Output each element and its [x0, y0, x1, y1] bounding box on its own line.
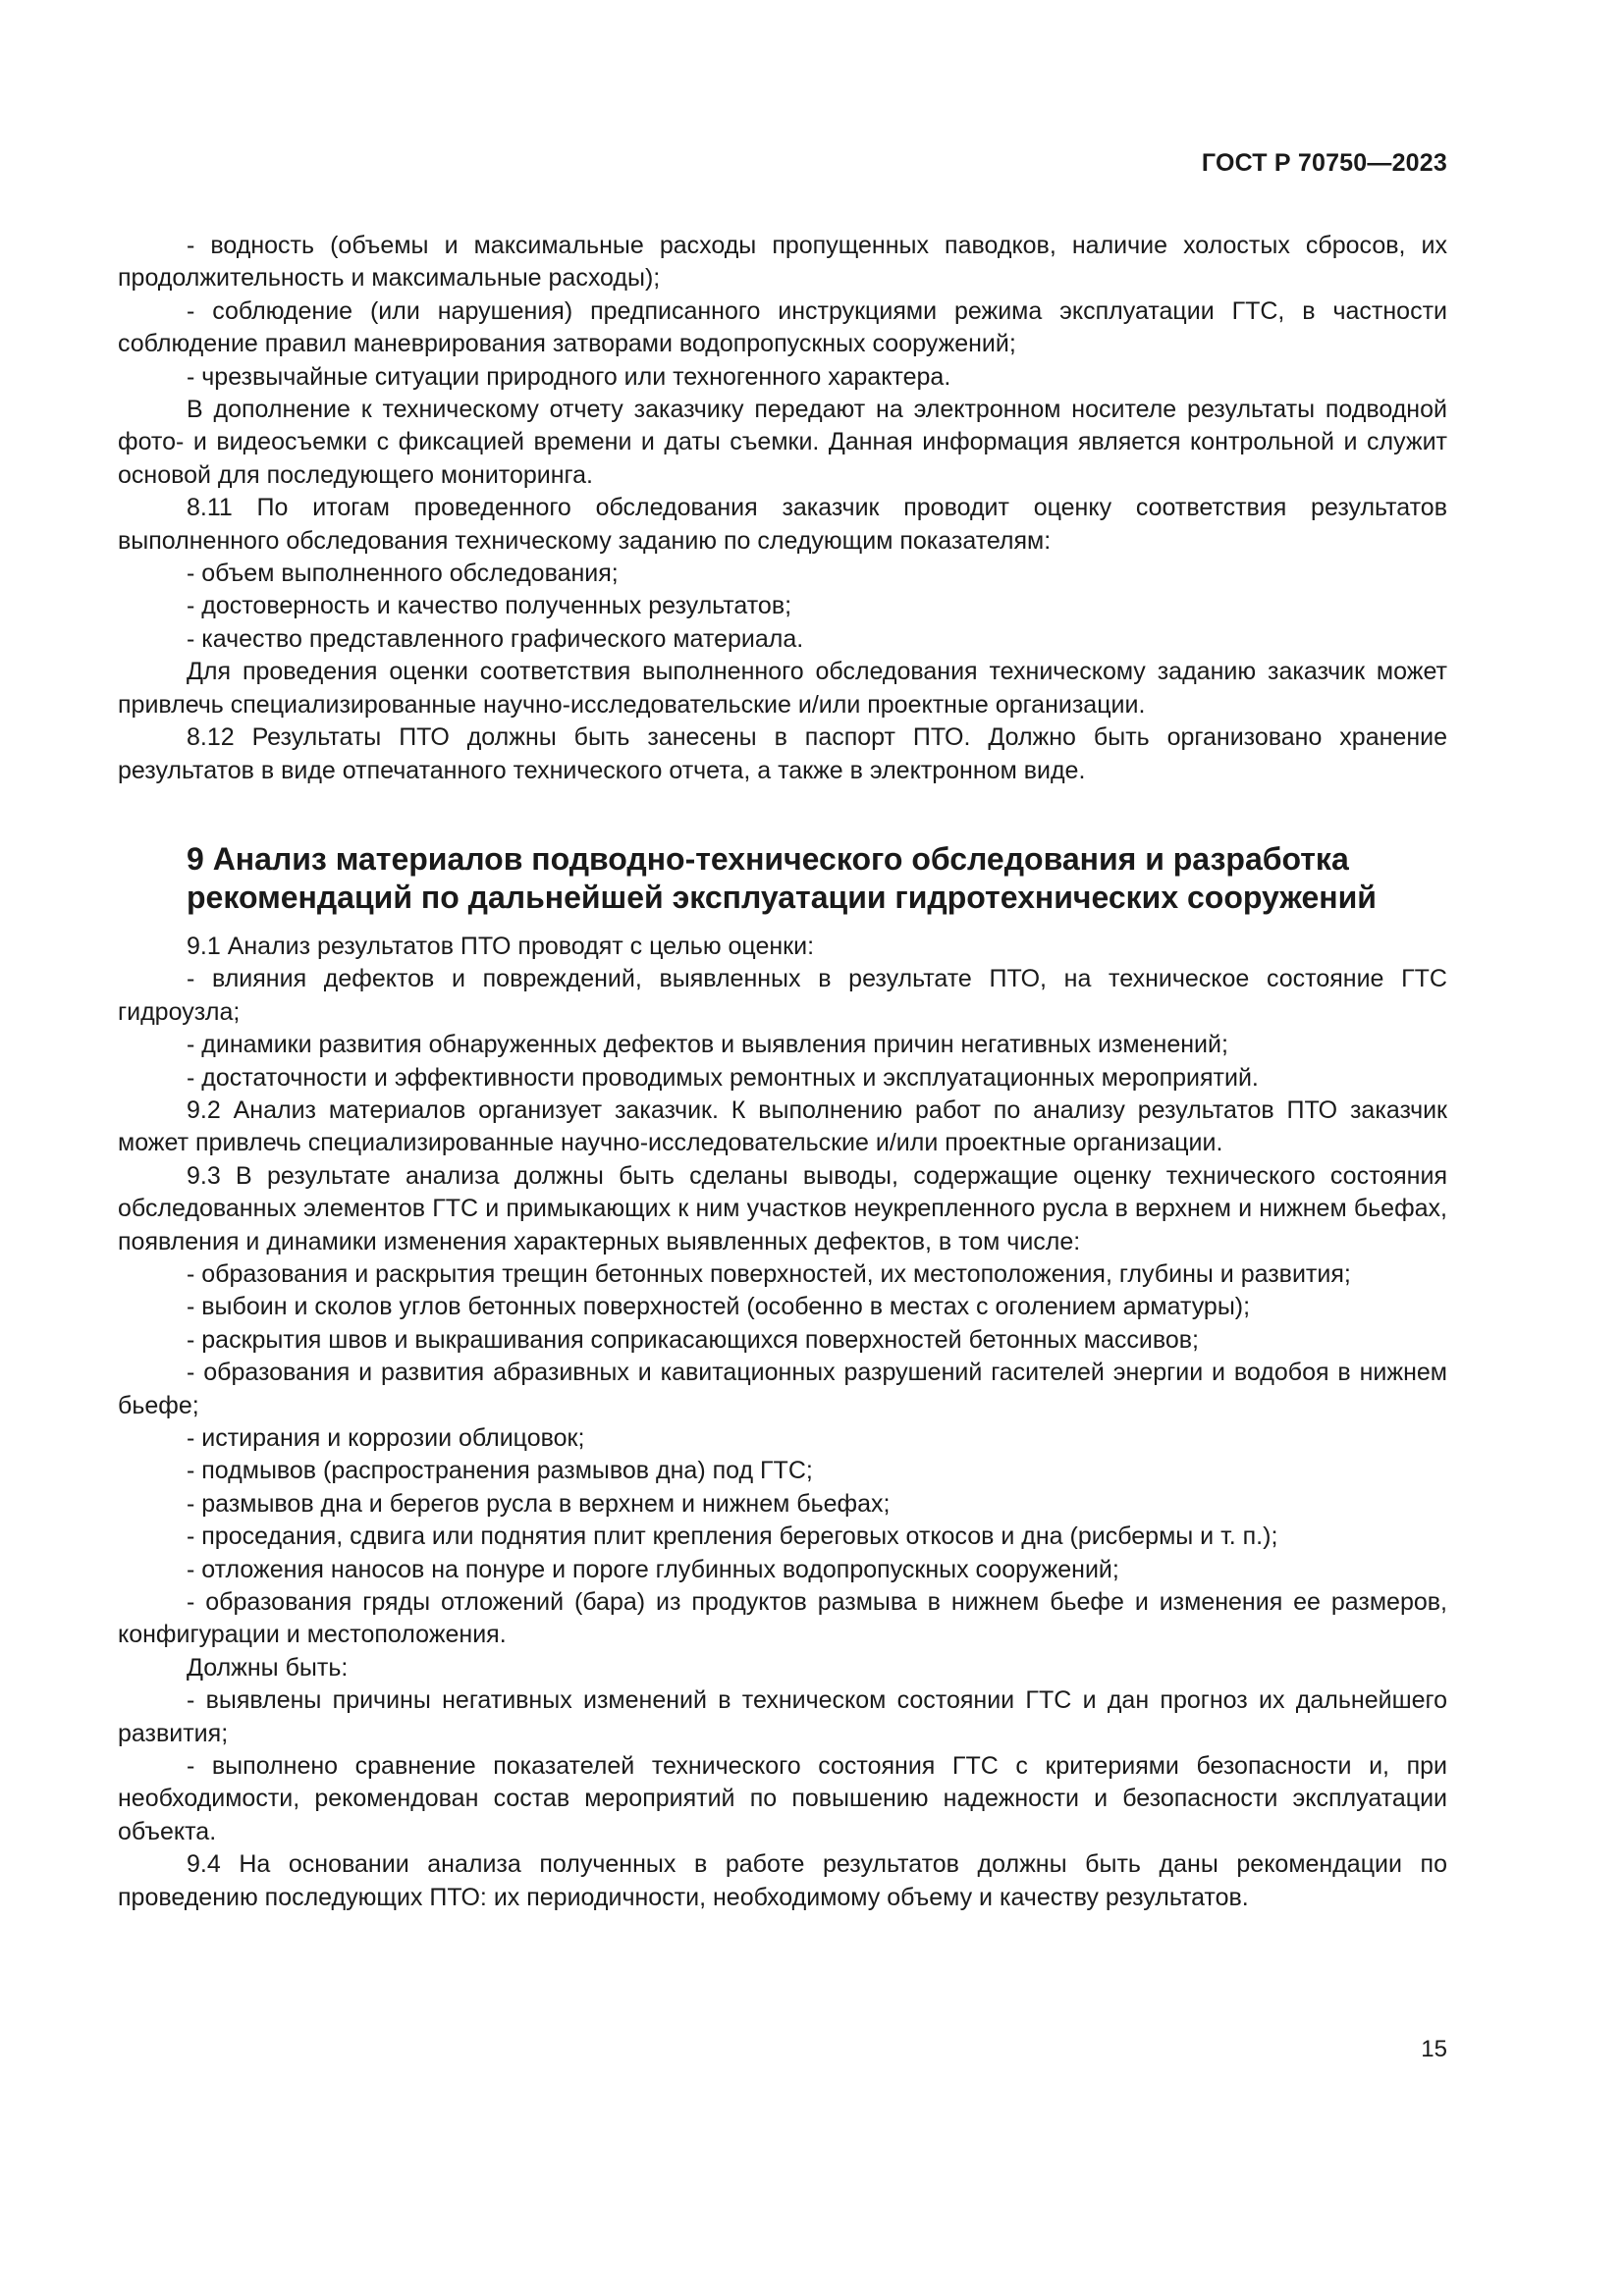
- paragraph-9-3: 9.3 В результате анализа должны быть сделаны выводы, содержащие оценку технического состояния обследованных элементов ГТС и примыкающих к ним участков неукрепленного русла в верхнем и нижнем бьефах, появления и динамики изменения характерных выявленных дефектов, в том числе:: [118, 1161, 1447, 1255]
- document-code: ГОСТ Р 70750—2023: [1201, 149, 1447, 177]
- list-item: - динамики развития обнаруженных дефектов и выявления причин негативных изменений;: [187, 1031, 1228, 1059]
- paragraph-must-be: Должны быть:: [187, 1653, 349, 1682]
- list-item: - влияния дефектов и повреждений, выявленных в результате ПТО, на техническое состояние ГТС гидроузла;: [118, 965, 1447, 1026]
- list-item-operation-compliance: - соблюдение (или нарушения) предписанного инструкциями режима эксплуатации ГТС, в частности соблюдение правил маневрирования затворами водопропускных сооружений;: [118, 296, 1447, 358]
- list-item: - отложения наносов на понуре и пороге глубинных водопропускных сооружений;: [187, 1555, 1119, 1583]
- list-item-reliability: - достоверность и качество полученных результатов;: [187, 592, 792, 620]
- list-item: - образования и развития абразивных и кавитационных разрушений гасителей энергии и водобоя в нижнем бьефе;: [118, 1359, 1447, 1419]
- list-item: - проседания, сдвига или поднятия плит крепления береговых откосов и дна (рисбермы и т. п.);: [187, 1522, 1278, 1551]
- list-item: - истирания и коррозии облицовок;: [187, 1424, 585, 1452]
- page-number: 15: [1421, 2036, 1447, 2062]
- list-item: - достаточности и эффективности проводимых ремонтных и эксплуатационных мероприятий.: [187, 1063, 1259, 1092]
- list-item: - выбоин и сколов углов бетонных поверхностей (особенно в местах с оголением арматуры);: [187, 1293, 1251, 1321]
- list-item-survey-volume: - объем выполненного обследования;: [187, 560, 619, 588]
- list-item-water-regime: - водность (объемы и максимальные расходы пропущенных паводков, наличие холостых сбросов, их продолжительность и максимальные расходы);: [118, 232, 1447, 293]
- section-9-heading: 9 Анализ материалов подводно-технического обследования и разработка рекомендаций по дальнейшей эксплуатации гидротехнических сооружений: [187, 840, 1377, 915]
- list-item: - выявлены причины негативных изменений в техническом состоянии ГТС и дан прогноз их дальнейшего развития;: [118, 1686, 1447, 1747]
- list-item: - образования гряды отложений (бара) из продуктов размыва в нижнем бьефе и изменения ее размеров, конфигурации и местоположения.: [118, 1588, 1447, 1649]
- paragraph-8-12: 8.12 Результаты ПТО должны быть занесены в паспорт ПТО. Должно быть организовано хранение результатов в виде отпечатанного технического отчета, а также в электронном виде.: [118, 723, 1447, 784]
- spacer: [118, 787, 1447, 840]
- paragraph-external-organizations: Для проведения оценки соответствия выполненного обследования техническому заданию заказчик может привлечь специализированные научно-исследовательские и/или проектные организации.: [118, 658, 1447, 719]
- list-item-emergencies: - чрезвычайные ситуации природного или техногенного характера.: [187, 362, 951, 391]
- paragraph-9-1: 9.1 Анализ результатов ПТО проводят с целью оценки:: [187, 932, 815, 960]
- list-item: - раскрытия швов и выкрашивания соприкасающихся поверхностей бетонных массивов;: [187, 1325, 1199, 1354]
- list-item: - выполнено сравнение показателей технического состояния ГТС с критериями безопасности и, при необходимости, рекомендован состав мероприятий по повышению надежности и безопасности эксплуатации объекта.: [118, 1752, 1447, 1845]
- list-item: - образования и раскрытия трещин бетонных поверхностей, их местоположения, глубины и развития;: [187, 1259, 1351, 1288]
- spacer: [118, 917, 1447, 931]
- page-body: [118, 230, 1447, 1914]
- paragraph-9-2: 9.2 Анализ материалов организует заказчик. К выполнению работ по анализу результатов ПТО заказчик может привлечь специализированные научно-исследовательские и/или проектные организации.: [118, 1095, 1447, 1157]
- list-item: - подмывов (распространения размывов дна) под ГТС;: [187, 1457, 813, 1485]
- list-item-graphics-quality: - качество представленного графического материала.: [187, 624, 804, 653]
- paragraph-media-transfer: В дополнение к техническому отчету заказчику передают на электронном носителе результаты подводной фото- и видеосъемки с фиксацией времени и даты съемки. Данная информация является контрольной и служит основой для последующего мониторинга.: [118, 396, 1447, 489]
- list-item: - размывов дна и берегов русла в верхнем и нижнем бьефах;: [187, 1489, 891, 1518]
- paragraph-9-4: 9.4 На основании анализа полученных в работе результатов должны быть даны рекомендации по проведению последующих ПТО: их периодичности, необходимому объему и качеству результатов.: [118, 1850, 1447, 1911]
- paragraph-8-11: 8.11 По итогам проведенного обследования заказчик проводит оценку соответствия результатов выполненного обследования техническому заданию по следующим показателям:: [118, 494, 1447, 555]
